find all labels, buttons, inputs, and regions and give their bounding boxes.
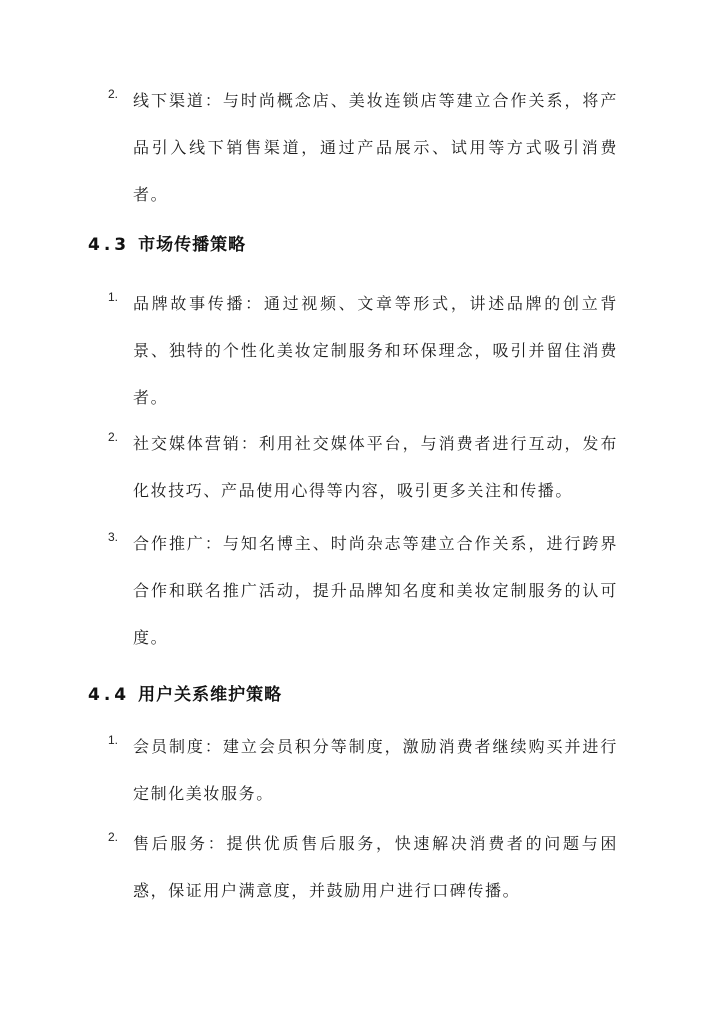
list-item (108, 520, 618, 661)
list-item (108, 77, 618, 218)
list-item (108, 280, 618, 421)
list-item (108, 820, 618, 914)
list-number: 3. (108, 530, 119, 544)
list-text: 品牌故事传播：通过视频、文章等形式，讲述品牌的创立背景、独特的个性化美妆定制服务和环保理念，吸引并留住消费者。 (133, 294, 618, 407)
list-number: 2. (108, 87, 119, 101)
section-number: 4.4 (88, 685, 131, 705)
list-text: 社交媒体营销：利用社交媒体平台，与消费者进行互动，发布化妆技巧、产品使用心得等内容，吸引更多关注和传播。 (133, 434, 618, 500)
section-title: 市场传播策略 (138, 235, 247, 255)
list-number: 2. (108, 830, 119, 844)
section-heading-4-3 (88, 230, 246, 255)
list-item (108, 723, 618, 817)
list-item (108, 420, 618, 514)
list-number: 1. (108, 290, 119, 304)
list-text: 会员制度：建立会员积分等制度，激励消费者继续购买并进行定制化美妆服务。 (133, 737, 618, 803)
section-heading-4-4 (88, 680, 282, 705)
list-text: 合作推广：与知名博主、时尚杂志等建立合作关系，进行跨界合作和联名推广活动，提升品牌知名度和美妆定制服务的认可度。 (133, 534, 618, 647)
list-text: 售后服务：提供优质售后服务，快速解决消费者的问题与困惑，保证用户满意度，并鼓励用户进行口碑传播。 (133, 834, 618, 900)
section-title: 用户关系维护策略 (138, 685, 283, 705)
list-number: 1. (108, 733, 119, 747)
list-number: 2. (108, 430, 119, 444)
section-number: 4.3 (88, 235, 131, 255)
list-text: 线下渠道：与时尚概念店、美妆连锁店等建立合作关系，将产品引入线下销售渠道，通过产品展示、试用等方式吸引消费者。 (133, 91, 618, 204)
